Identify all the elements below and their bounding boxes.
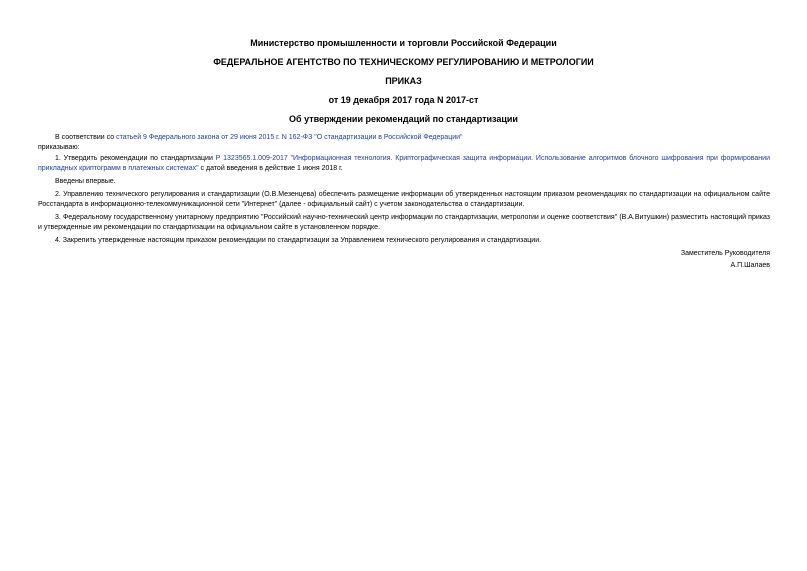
signature-name: А.П.Шалаев xyxy=(730,262,770,269)
standard-link[interactable]: Р 1323565.1.009-2017 "Информационная технология. Криптографическая защита информации. Использование алгоритмов блочного шифрования при формировании прикладных криптограмм в платежных системах" xyxy=(38,155,770,172)
intro-prefix: В соответствии со xyxy=(55,134,117,141)
intro-paragraph xyxy=(38,133,770,143)
item-3: 3. Федеральному государственному унитарному предприятию "Российский научно-технический центр информации по стандартизации, метрологии и оценке соответствия" (В.А.Витушкин) разместить настоящий приказ и утвержденные им рекомендации по стандартизации на официальном сайте в установленном порядке. xyxy=(38,214,770,231)
item-1-suffix: с датой введения в действие 1 июня 2018 г. xyxy=(198,165,343,172)
introduced-note: Введены впервые. xyxy=(55,178,116,185)
agency-heading: ФЕДЕРАЛЬНОЕ АГЕНТСТВО ПО ТЕХНИЧЕСКОМУ РЕГУЛИРОВАНИЮ И МЕТРОЛОГИИ xyxy=(213,57,594,67)
document-type: ПРИКАЗ xyxy=(385,76,422,86)
item-1-prefix: 1. Утвердить рекомендации по стандартизации xyxy=(55,155,216,162)
item-1 xyxy=(38,154,770,174)
order-word: приказываю: xyxy=(38,144,80,151)
ministry-heading: Министерство промышленности и торговли Российской Федерации xyxy=(250,38,557,48)
signature-title: Заместитель Руководителя xyxy=(680,250,770,257)
item-4: 4. Закрепить утвержденные настоящим приказом рекомендации по стандартизации за Управлением технического регулирования и стандартизации. xyxy=(55,237,542,244)
document-subject: Об утверждении рекомендаций по стандартизации xyxy=(289,114,518,124)
item-2: 2. Управлению технического регулирования и стандартизации (О.В.Мезенцева) обеспечить размещение информации об утвержденных настоящим приказом рекомендациях по стандартизации на официальном сайте Росстандарта в информационно-телекоммуникационной сети "Интернет" (далее - официальный сайт) с учетом законодательства о стандартизации. xyxy=(38,191,770,208)
date-number: от 19 декабря 2017 года N 2017-ст xyxy=(328,95,479,105)
document-body xyxy=(38,133,770,271)
law-link[interactable]: статьей 9 Федерального закона от 29 июня 2015 г. N 162-ФЗ "О стандартизации в Российской Федерации" xyxy=(116,134,463,141)
